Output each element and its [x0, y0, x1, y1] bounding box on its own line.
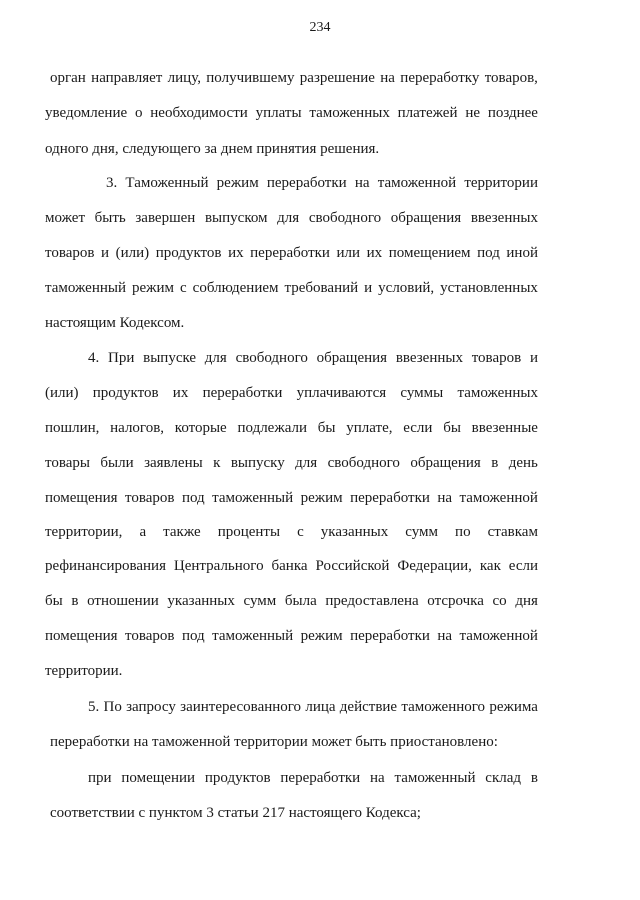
- text-line: помещения товаров под таможенный режим переработки на таможенной: [45, 490, 538, 506]
- text-line: бы в отношении указанных сумм была предоставлена отсрочка со дня: [45, 593, 538, 609]
- text-line: переработки на таможенной территории может быть приостановлено:: [50, 734, 498, 750]
- text-line: помещения товаров под таможенный режим переработки на таможенной: [45, 628, 538, 644]
- text-line: товары были заявлены к выпуску для свободного обращения в день: [45, 455, 538, 471]
- text-line: настоящим Кодексом.: [45, 315, 185, 331]
- text-line: территории, а также проценты с указанных сумм по ставкам: [45, 524, 538, 540]
- text-line: 5. По запросу заинтересованного лица действие таможенного режима: [88, 699, 538, 715]
- text-line: орган направляет лицу, получившему разрешение на переработку товаров,: [50, 70, 538, 86]
- text-line: пошлин, налогов, которые подлежали бы уплате, если бы ввезенные: [45, 420, 538, 436]
- page-number: 234: [309, 20, 331, 35]
- text-line: товаров и (или) продуктов их переработки или их помещением под иной: [45, 245, 538, 261]
- text-line: соответствии с пунктом 3 статьи 217 настоящего Кодекса;: [50, 805, 421, 821]
- text-line: 4. При выпуске для свободного обращения ввезенных товаров и: [88, 350, 538, 366]
- text-line: уведомление о необходимости уплаты таможенных платежей не позднее: [45, 105, 538, 121]
- text-line: (или) продуктов их переработки уплачиваются суммы таможенных: [45, 385, 538, 401]
- text-line: территории.: [45, 663, 123, 679]
- text-line: одного дня, следующего за днем принятия решения.: [45, 141, 380, 157]
- text-line: может быть завершен выпуском для свободного обращения ввезенных: [45, 210, 538, 226]
- text-line: рефинансирования Центрального банка Российской Федерации, как если: [45, 558, 538, 574]
- text-line: при помещении продуктов переработки на таможенный склад в: [88, 770, 538, 786]
- text-line: 3. Таможенный режим переработки на таможенной территории: [106, 175, 538, 191]
- text-line: таможенный режим с соблюдением требований и условий, установленных: [45, 280, 538, 296]
